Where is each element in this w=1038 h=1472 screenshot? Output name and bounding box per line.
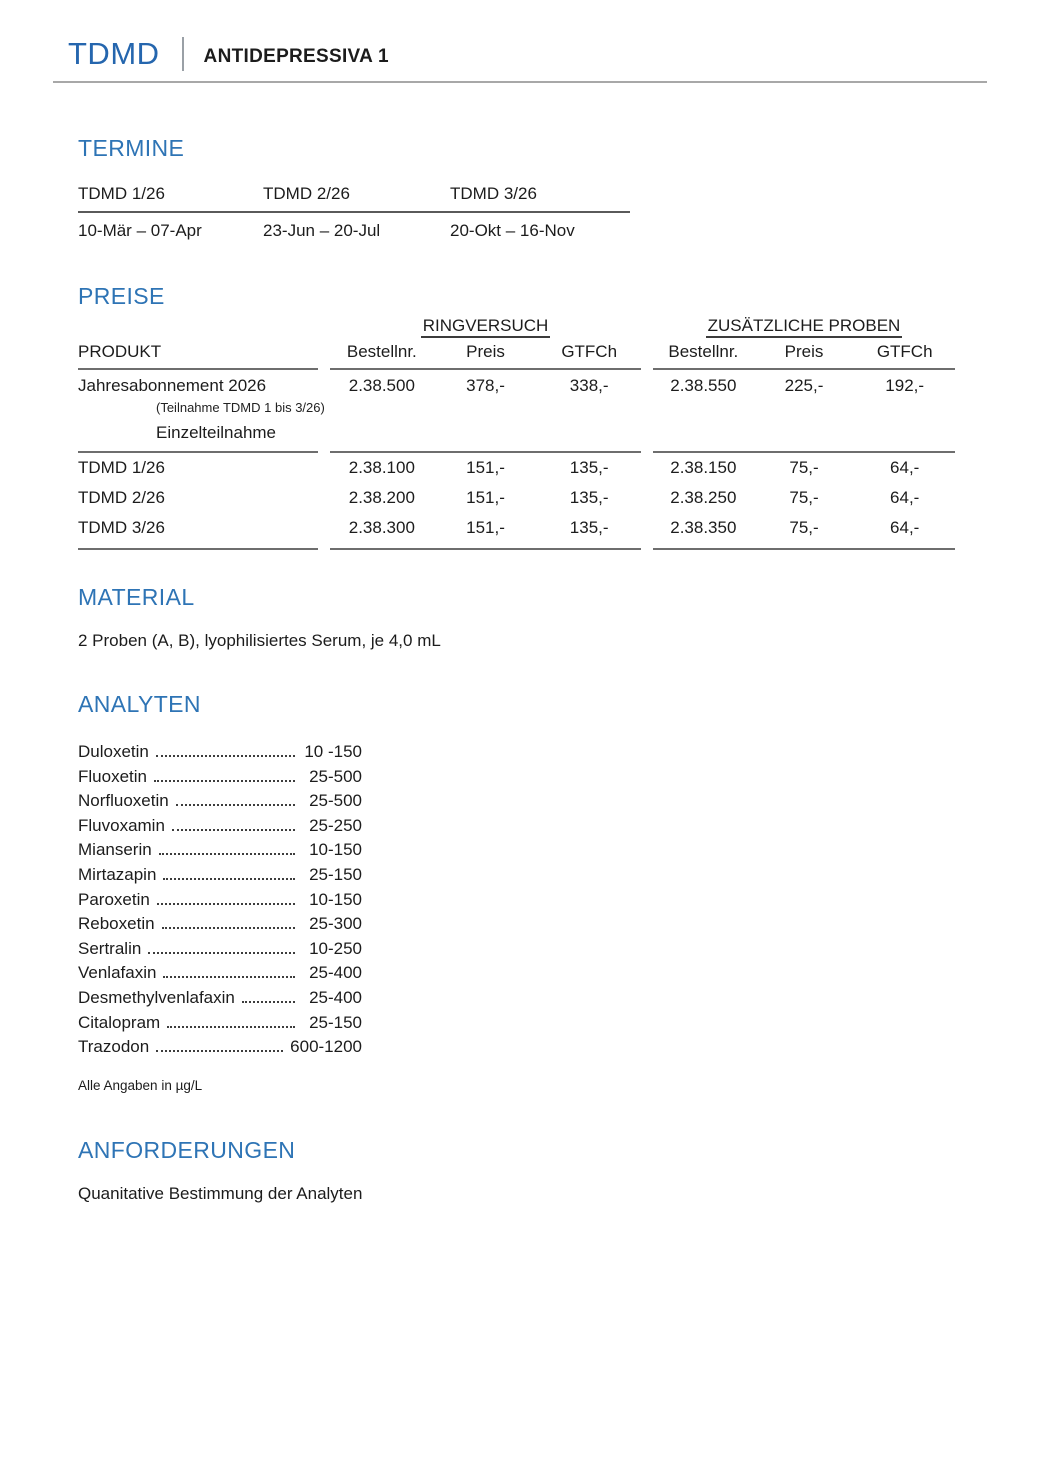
page-header xyxy=(68,36,988,72)
preise-heading: PREISE xyxy=(78,283,165,309)
anforderungen-text: Quanitative Bestimmung der Analyten xyxy=(78,1183,363,1203)
table-row: TDMD 2/26 2.38.200 151,- 135,- 2.38.250 75,- 64,- xyxy=(78,488,920,507)
analyten-heading: ANALYTEN xyxy=(78,691,201,717)
col-bestellnr-zp: Bestellnr. xyxy=(668,342,739,361)
col-bestellnr-rv: Bestellnr. xyxy=(346,342,417,361)
abo-zp-bestellnr: 2.38.550 xyxy=(670,376,737,395)
list-item: Sertralin 10-250 xyxy=(78,938,362,958)
list-item: Desmethylvenlafaxin 25-400 xyxy=(78,987,362,1007)
list-item: Mirtazapin 25-150 xyxy=(78,864,362,884)
termine-date-1: 10-Mär – 07-Apr xyxy=(78,221,202,240)
list-item: Mianserin 10-150 xyxy=(78,840,362,860)
dot-leader xyxy=(156,755,295,757)
group-ringversuch: RINGVERSUCH xyxy=(330,316,641,336)
table-row: TDMD 3/26 2.38.300 151,- 135,- 2.38.350 75,- 64,- xyxy=(78,518,920,537)
header-separator xyxy=(182,37,184,71)
dot-leader xyxy=(148,952,295,954)
termine-date-3: 20-Okt – 16-Nov xyxy=(450,221,575,240)
termine-col-1: TDMD 1/26 xyxy=(78,184,165,203)
abo-zp-preis: 225,- xyxy=(784,376,824,395)
abo-product: Jahresabonnement 2026 xyxy=(78,376,267,395)
termine-col-3: TDMD 3/26 xyxy=(450,184,537,203)
dot-leader xyxy=(162,927,295,929)
termine-dates-row xyxy=(78,213,630,241)
price-column-header-row xyxy=(78,342,955,368)
list-item: Fluvoxamin 25-250 xyxy=(78,815,362,835)
abo-rv-bestellnr: 2.38.500 xyxy=(348,376,415,395)
termine-heading: TERMINE xyxy=(78,135,185,161)
termine-header-row xyxy=(78,184,630,213)
dot-leader xyxy=(163,976,295,978)
table-row: TDMD 1/26 2.38.100 151,- 135,- 2.38.150 75,- 64,- xyxy=(78,458,920,477)
list-item: Citalopram 25-150 xyxy=(78,1012,362,1032)
termine-table xyxy=(78,184,630,241)
analyten-list xyxy=(78,742,362,1062)
col-gtfch-zp: GTFCh xyxy=(876,342,933,361)
dot-leader xyxy=(157,903,295,905)
abo-note: (Teilnahme TDMD 1 bis 3/26) xyxy=(156,400,325,415)
dot-leader xyxy=(163,878,295,880)
price-table-rule-mid xyxy=(78,451,955,453)
list-item: Venlafaxin 25-400 xyxy=(78,963,362,983)
termine-date-2: 23-Jun – 20-Jul xyxy=(263,221,381,240)
list-item: Trazodon 600-1200 xyxy=(78,1037,362,1057)
table-row-abo xyxy=(78,370,955,398)
analyten-footnote: Alle Angaben in µg/L xyxy=(78,1077,203,1093)
group-zusaetzliche-proben: ZUSÄTZLICHE PROBEN xyxy=(653,316,955,336)
col-preis-rv: Preis xyxy=(466,342,505,361)
dot-leader xyxy=(159,853,295,855)
price-table-rule-bottom xyxy=(78,548,955,550)
preise-table xyxy=(78,316,955,550)
abo-rv-preis: 378,- xyxy=(466,376,505,395)
dot-leader xyxy=(167,1026,295,1028)
dot-leader xyxy=(176,804,295,806)
list-item: Norfluoxetin 25-500 xyxy=(78,791,362,811)
tdmd-logo: TDMD xyxy=(68,36,160,71)
dot-leader xyxy=(242,1001,295,1003)
list-item: Fluoxetin 25-500 xyxy=(78,766,362,786)
document-title: ANTIDEPRESSIVA 1 xyxy=(203,46,389,67)
abo-rv-gtfch: 338,- xyxy=(569,376,609,395)
einzelteilnahme-label: Einzelteilnahme xyxy=(156,423,277,442)
list-item: Reboxetin 25-300 xyxy=(78,914,362,934)
dot-leader xyxy=(172,829,295,831)
col-gtfch-rv: GTFCh xyxy=(561,342,618,361)
termine-col-2: TDMD 2/26 xyxy=(263,184,350,203)
col-preis-zp: Preis xyxy=(784,342,824,361)
list-item: Duloxetin 10 -150 xyxy=(78,742,362,761)
abo-zp-gtfch: 192,- xyxy=(885,376,925,395)
anforderungen-heading: ANFORDERUNGEN xyxy=(78,1136,296,1163)
material-text: 2 Proben (A, B), lyophilisiertes Serum, je 4,0 mL xyxy=(78,631,441,650)
dot-leader xyxy=(154,780,295,782)
col-produkt: PRODUKT xyxy=(78,342,162,361)
list-item: Paroxetin 10-150 xyxy=(78,889,362,909)
price-group-header-row xyxy=(78,316,955,336)
material-heading: MATERIAL xyxy=(78,584,195,610)
price-table-rule-top xyxy=(78,368,955,370)
dot-leader xyxy=(156,1050,283,1052)
header-divider xyxy=(53,81,987,83)
